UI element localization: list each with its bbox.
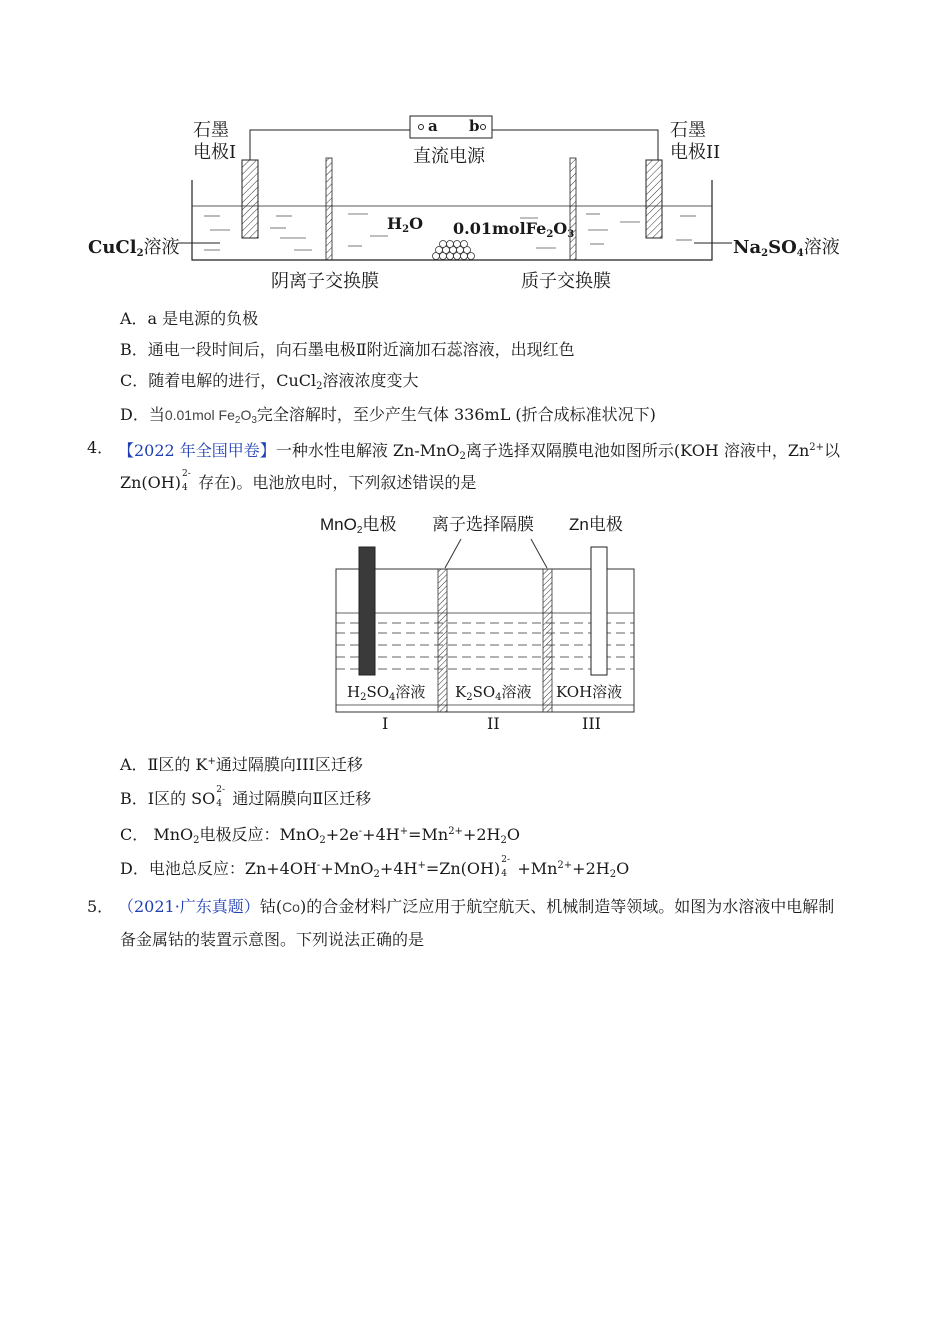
mno2-electrode [359, 547, 375, 675]
cucl2-solution-label: CuCl$_2$溶液 [88, 237, 180, 259]
terminal-a-label: a [428, 117, 438, 135]
power-source-label: 直流电源 [413, 146, 485, 167]
electrode1-label-line1: 石墨 [193, 120, 229, 141]
membrane-pointer-left [445, 539, 461, 568]
q4-stem-line2: Zn(OH) 2- 4 存在)。电池放电时，下列叙述错误的是 [120, 468, 477, 493]
water-label: $H_2O$ [387, 214, 424, 235]
fe2o3-particles [433, 241, 475, 260]
fe2o3-label: $0.01molFe_2O_3$ [453, 219, 575, 240]
proton-membrane-label: 质子交换膜 [521, 271, 611, 292]
region-2-label: II [487, 714, 500, 733]
anion-membrane-label: 阴离子交换膜 [271, 271, 379, 292]
q5-stem-line1: （2021·广东真题）钴(Co)的合金材料广泛应用于航空航天、机械制造等领域。如图为水溶液中电解制 [118, 897, 835, 916]
q4-option-b[interactable]: B．Ⅰ区的 SO 2- 4 通过隔膜向Ⅱ区迁移 [120, 784, 372, 809]
q4-option-a[interactable]: A．Ⅱ区的 K+通过隔膜向III区迁移 [120, 755, 363, 774]
zn-electrode-label: Zn电极 [569, 515, 623, 534]
battery-drawing [318, 505, 648, 740]
electrode2-label-line1: 石墨 [670, 120, 706, 141]
electrode1-label-line2: 电极I [193, 142, 237, 163]
koh-solution-label: KOH溶液 [556, 683, 623, 701]
graphite-electrode-1 [242, 160, 258, 238]
wire-left [250, 130, 410, 160]
anion-exchange-membrane [326, 158, 332, 260]
ion-membrane-left [438, 569, 447, 712]
q5-stem-line2: 备金属钴的装置示意图。下列说法正确的是 [120, 930, 425, 949]
battery-diagram [318, 505, 648, 740]
mno2-electrode-label: MnO$_2$电极 [320, 515, 397, 536]
q3-option-c[interactable]: C．随着电解的进行，CuCl$_2$溶液浓度变大 [120, 371, 419, 392]
k2so4-solution-label: $K_2SO_4$溶液 [455, 683, 532, 703]
terminal-b-label: b [469, 117, 480, 135]
q3-option-b[interactable]: B．通电一段时间后，向石墨电极Ⅱ附近滴加石蕊溶液，出现红色 [120, 340, 575, 359]
zn-electrode [591, 547, 607, 675]
ion-membrane-right [543, 569, 552, 712]
terminal-b-dot [481, 125, 486, 130]
electrode2-label-line2: 电极II [670, 142, 721, 163]
q4-option-d[interactable]: D．电池总反应：Zn+4OH-+MnO$_2$+4H+=Zn(OH) 2- 4 $+Mn^{2+}+2H_2O$ [120, 854, 630, 880]
q4-number: 4． [87, 438, 114, 457]
region-1-label: I [382, 714, 389, 733]
d-formula: 0.01mol $Fe_2O_3$ [164, 407, 257, 426]
wire-right [492, 130, 658, 160]
membrane-label: 离子选择隔膜 [432, 515, 534, 534]
q4-option-c[interactable]: C． MnO$_2$电极反应：$MnO_2+2e^-+4H^+=Mn^{2+}+2H_2O$ [120, 825, 520, 846]
membrane-pointer-right [531, 539, 547, 568]
q5-number: 5． [87, 897, 114, 916]
h2so4-solution-label: $H_2SO_4$溶液 [347, 683, 426, 703]
region-3-label: III [582, 714, 601, 733]
na2so4-solution-label: $Na_2SO_4$溶液 [733, 237, 840, 259]
terminal-a-dot [419, 125, 424, 130]
proton-exchange-membrane [570, 158, 576, 260]
q3-option-d[interactable]: D．当0.01mol $Fe_2O_3$完全溶解时，至少产生气体 336mL (折合成标准状况下) [120, 405, 656, 426]
graphite-electrode-2 [646, 160, 662, 238]
q3-option-a[interactable]: A．a 是电源的负极 [120, 309, 259, 328]
q4-stem-line1: 【2022 年全国甲卷】一种水性电解液 Zn-MnO$_2$离子选择双隔膜电池如图所示(KOH 溶液中，$Zn^{2+}$以 [118, 441, 841, 462]
